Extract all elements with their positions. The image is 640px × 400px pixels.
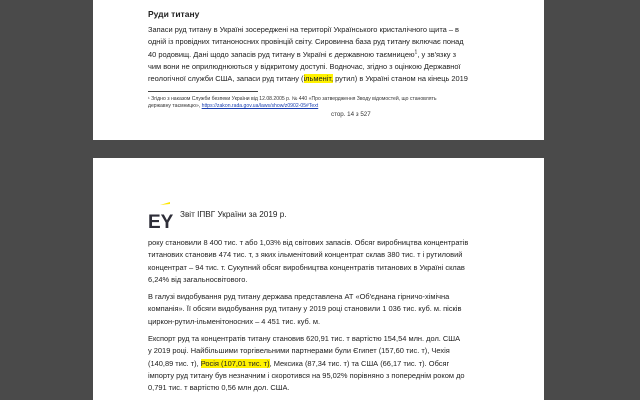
text-line: у 2019 році. Найбільшими торгівельними партнерами були Єгипет (157,60 тис. т), Чехія bbox=[148, 346, 450, 356]
text-line: концентрат – 94 тис. т. Сукупний обсяг виробництва концентратів титанових в Україні склав bbox=[148, 262, 465, 272]
ey-logo bbox=[148, 202, 174, 233]
footnote bbox=[148, 96, 508, 110]
report-header-title: Звіт ІПВГ України за 2019 р. bbox=[180, 210, 287, 219]
footnote-divider bbox=[148, 91, 258, 92]
text-line bbox=[148, 358, 516, 370]
text-line: Запаси руд титану в Україні зосереджені на території Українського кристалічного щита – в bbox=[148, 25, 459, 34]
text-line: імпорту руд титану був незначним і скоротився на 95,02% порівняно з попереднім роком до bbox=[148, 370, 465, 380]
document-page-15 bbox=[93, 158, 544, 400]
text-segment: державну таємницю», bbox=[148, 103, 202, 109]
text-line: компанія». Її обсяги видобування руд титану у 2019 році становили 1 036 тис. куб. м. пісків bbox=[148, 304, 462, 314]
text-segment: , Мексика (87,34 тис. т) та США (66,17 тис. т). Обсяг bbox=[269, 358, 450, 368]
text-segment: (140,89 тис. т), bbox=[148, 358, 201, 368]
text-line: В галузі видобування руд титану держава представлена АТ «Об'єднана гірничо-хімічна bbox=[148, 292, 450, 301]
text-line: чим вони не оприлюднюються у відкритому доступі. Водночас, згідно з оцінкою Державної bbox=[148, 61, 461, 71]
footnote-marker[interactable]: 1 bbox=[414, 49, 418, 56]
text-line bbox=[148, 73, 516, 85]
text-line: Експорт руд та концентратів титану становив 620,91 тис. т вартістю 154,54 млн. дол. США bbox=[148, 334, 461, 343]
text-segment: геологічної служби США, запаси руд титану ( bbox=[148, 74, 304, 84]
text-line: титанових становив 474 тис. т, з яких ільменітовий концентрат склав 380 тис. т і рутиловий bbox=[148, 250, 463, 260]
page-number: стор. 14 з 527 bbox=[331, 111, 371, 118]
logo-text: EY bbox=[148, 212, 174, 233]
highlighted-term: ільменіт, bbox=[303, 74, 334, 84]
footnote-line bbox=[148, 103, 508, 110]
text-line: циркон-рутил-ільменітоносних – 4 451 тис. куб. м. bbox=[148, 316, 321, 326]
section-heading: Руди титану bbox=[148, 9, 200, 19]
text-line: одній із провідних титаноносних провінцій світу. Сировинна база руд титану включає понад bbox=[148, 37, 464, 47]
text-line: року становили 8 400 тис. т або 1,03% від світових запасів. Обсяг виробництва концентратів bbox=[148, 238, 469, 247]
text-line: 6,24% від загальносвітового. bbox=[148, 274, 248, 284]
text-segment: 40 родовищ. Дані щодо запасів руд титану в Україні є державною таємницею bbox=[148, 49, 415, 59]
paragraph-titanium-reserves bbox=[148, 24, 516, 85]
paragraph-export-import bbox=[148, 333, 516, 394]
footnote-link[interactable]: https://zakon.rada.gov.ua/laws/show/z0902-05#Text bbox=[201, 103, 319, 109]
text-segment: рутил) в Україні станом на кінець 2019 bbox=[333, 74, 468, 84]
logo-accent-beam bbox=[160, 202, 170, 205]
footnote-line: ¹ Згідно з наказом Служби безпеки України від 12.08.2005 р. № 440 «Про затвердження Зводу відомостей, що становлять bbox=[148, 96, 437, 102]
text-line: 0,791 тис. т вартістю 0,56 млн дол. США. bbox=[148, 383, 290, 393]
paragraph-state-company bbox=[148, 291, 516, 328]
document-page-14 bbox=[93, 0, 544, 140]
paragraph-reserves-production bbox=[148, 237, 516, 286]
text-line bbox=[148, 49, 516, 61]
text-segment: , у зв'язку з bbox=[417, 49, 456, 59]
highlighted-term: Росія (107,01 тис. т) bbox=[200, 358, 270, 368]
